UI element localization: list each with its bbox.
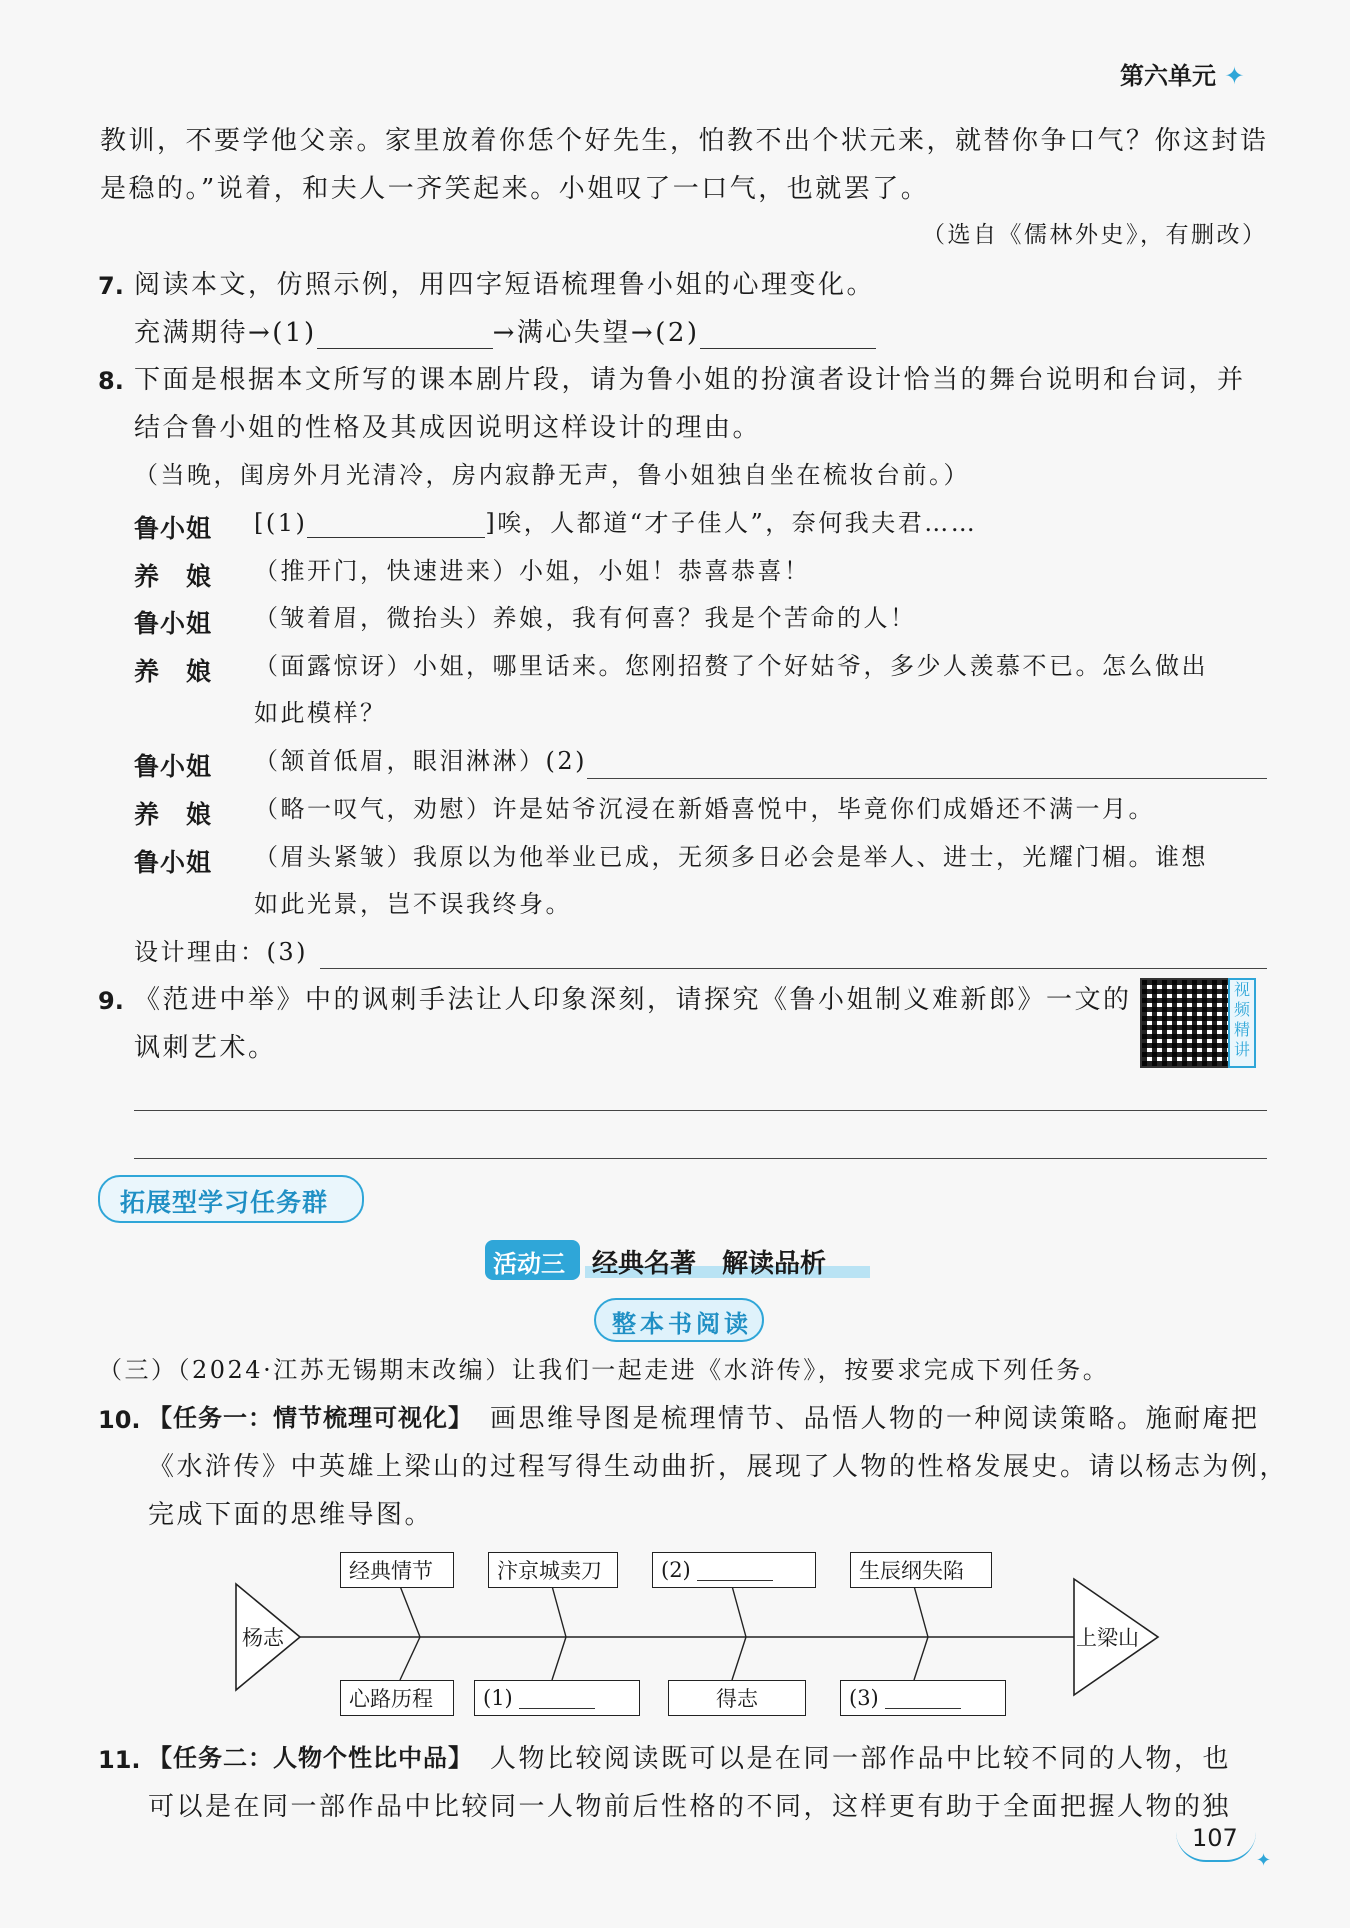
q8-line-4-cont: 如此模样？ [254, 699, 387, 727]
q8-line-5: （颔首低眉，眼泪淋淋）(2) [254, 747, 587, 775]
mindmap-top-1: 经典情节 [340, 1552, 454, 1588]
section-tag-label: 拓展型学习任务群 [120, 1188, 329, 1217]
page-number-value: 107 [1192, 1824, 1238, 1852]
mindmap-head: 杨志 [242, 1626, 284, 1650]
mindmap-branch [732, 1586, 746, 1637]
activity-number: 活动三 [493, 1250, 565, 1278]
q10-task: 【任务一：情节梳理可视化】 [148, 1404, 473, 1432]
mindmap-branch [400, 1586, 420, 1637]
q8-reason-label: 设计理由：(3) [134, 938, 308, 966]
q8-line-7-cont: 如此光景，岂不误我终身。 [254, 890, 572, 918]
q8-line-7: （眉头紧皱）我原以为他举业已成，无须多日必会是举人、进士，光耀门楣。谁想 [254, 843, 1208, 871]
q8-line-3: （皱着眉，微抬头）养娘，我有何喜？我是个苦命的人！ [254, 604, 917, 632]
q7-text: 阅读本文，仿照示例，用四字短语梳理鲁小姐的心理变化。 [134, 270, 876, 300]
q8-line-1-post: ]唉，人都道“才子佳人”，奈何我夫君…… [485, 509, 978, 537]
q8-scene: （当晚，闺房外月光清冷，房内寂静无声，鲁小姐独自坐在梳妆台前。） [134, 461, 970, 489]
q8-line-4: （面露惊讶）小姐，哪里话来。您刚招赘了个好姑爷，多少人羡慕不已。怎么做出 [254, 652, 1208, 680]
q8-role-1: 鲁小姐 [134, 514, 213, 543]
whole-book-label: 整本书阅读 [612, 1310, 752, 1338]
q9-text-1: 《范进中举》中的讽刺手法让人印象深刻，请探究《鲁小姐制义难新郎》一文的 [134, 985, 1132, 1015]
part3-intro: （三）（2024·江苏无锡期末改编）让我们一起走进《水浒传》，按要求完成下列任务。 [98, 1356, 1110, 1384]
mindmap-branch [914, 1637, 928, 1680]
mindmap-bottom-2-label: (1) [483, 1686, 513, 1710]
mindmap-branch [400, 1637, 420, 1680]
q8-line-2: （推开门，快速进来）小姐，小姐！恭喜恭喜！ [254, 557, 811, 585]
q8-role-7: 鲁小姐 [134, 848, 213, 877]
video-label[interactable]: 视频精讲 [1228, 978, 1256, 1068]
mindmap-top-3-label: (2) [661, 1558, 691, 1582]
sparkle-icon: ✦ [1256, 1850, 1272, 1871]
mindmap-branch [914, 1586, 928, 1637]
q11-number: 11. [98, 1746, 141, 1774]
mindmap-tail: 上梁山 [1076, 1626, 1139, 1650]
mindmap-blank-2[interactable] [697, 1560, 773, 1581]
mindmap-bottom-4[interactable] [840, 1680, 1006, 1716]
q10-text-2: 《水浒传》中英雄上梁山的过程写得生动曲折，展现了人物的性格发展史。请以杨志为例， [148, 1452, 1289, 1482]
q8-text-2: 结合鲁小姐的性格及其成因说明这样设计的理由。 [134, 413, 762, 443]
q8-text-1: 下面是根据本文所写的课本剧片段，请为鲁小姐的扮演者设计恰当的舞台说明和台词，并 [134, 365, 1246, 395]
sparkle-icon: ✦ [1216, 62, 1245, 90]
passage-source: （选自《儒林外史》，有删改） [922, 222, 1268, 248]
passage-line-2: 是稳的。”说着，和夫人一齐笑起来。小姐叹了一口气，也就罢了。 [100, 174, 930, 204]
q8-number: 8. [98, 367, 124, 395]
q8-line-1-pre: [(1) [254, 509, 308, 537]
q8-role-6: 养 娘 [134, 800, 213, 829]
q9-number: 9. [98, 987, 124, 1015]
mindmap-top-4: 生辰纲失陷 [850, 1552, 992, 1588]
mindmap-bottom-4-label: (3) [849, 1686, 879, 1710]
mindmap-bottom-2[interactable] [474, 1680, 640, 1716]
q7-chain-mid: →满心失望→(2) [492, 318, 700, 348]
q8-role-5: 鲁小姐 [134, 752, 213, 781]
q7-chain-start: 充满期待→(1) [134, 318, 317, 348]
mindmap-branch [552, 1586, 566, 1637]
page-number [1176, 1820, 1256, 1862]
q8-role-3: 鲁小姐 [134, 609, 213, 638]
q11-text-1: 人物比较阅读既可以是在同一部作品中比较不同的人物，也 [490, 1744, 1232, 1774]
q7-number: 7. [98, 272, 124, 300]
q8-line-6: （略一叹气，劝慰）许是姑爷沉浸在新婚喜悦中，毕竟你们成婚还不满一月。 [254, 795, 1155, 823]
mindmap-blank-1[interactable] [519, 1688, 595, 1709]
mindmap-top-3[interactable] [652, 1552, 816, 1588]
q10-text-3: 完成下面的思维导图。 [148, 1500, 434, 1530]
mindmap-top-2: 汴京城卖刀 [488, 1552, 618, 1588]
q10-text-1: 画思维导图是梳理情节、品悟人物的一种阅读策略。施耐庵把 [490, 1404, 1260, 1434]
mindmap-blank-3[interactable] [885, 1688, 961, 1709]
q8-role-2: 养 娘 [134, 562, 213, 591]
q11-text-2: 可以是在同一部作品中比较同一人物前后性格的不同，这样更有助于全面把握人物的独 [148, 1792, 1232, 1822]
passage-line-1: 教训，不要学他父亲。家里放着你恁个好先生，怕教不出个状元来，就替你争口气？你这封诰 [100, 126, 1269, 156]
q8-role-4: 养 娘 [134, 657, 213, 686]
unit-title: 第六单元 ✦ [1120, 62, 1245, 90]
q11-task: 【任务二：人物个性比中品】 [148, 1744, 473, 1772]
activity-title: 经典名著 解读品析 [592, 1249, 827, 1279]
mindmap-branch [732, 1637, 746, 1680]
mindmap-bottom-3: 得志 [668, 1680, 806, 1716]
q9-text-2: 讽刺艺术。 [134, 1033, 277, 1063]
mindmap-bottom-1: 心路历程 [340, 1680, 454, 1716]
mindmap-branch [552, 1637, 566, 1680]
q10-number: 10. [98, 1406, 141, 1434]
